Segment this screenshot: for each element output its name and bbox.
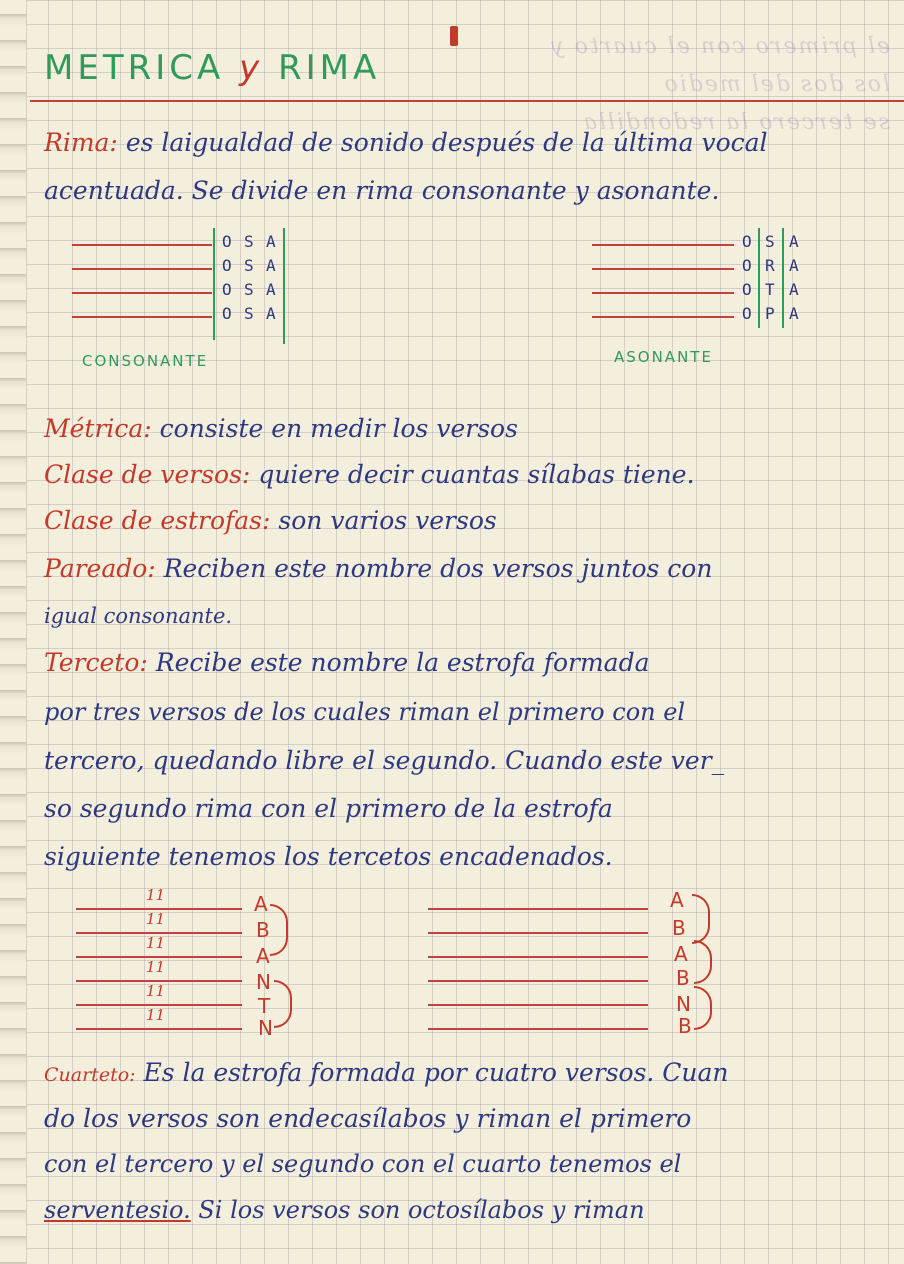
verse-line — [428, 980, 648, 982]
terceto-text-2: por tres versos de los cuales riman el primero con el — [44, 698, 686, 726]
verse-line — [592, 244, 734, 246]
rhyme-letter: T — [258, 994, 271, 1018]
rhyme-bracket — [694, 986, 712, 1030]
pareado-label: Pareado: — [44, 554, 156, 583]
cuarteto-line-2 — [44, 1104, 691, 1133]
verse-line — [428, 956, 648, 958]
syllable-count: 11 — [146, 982, 166, 1000]
title-end: RIMA — [278, 48, 381, 88]
title-main: METRICA — [44, 48, 225, 88]
rhyme-bracket — [692, 894, 710, 944]
verse-line — [592, 316, 734, 318]
cell: O — [742, 256, 752, 275]
verse-line — [72, 244, 212, 246]
cell: O — [222, 280, 232, 299]
verse-line — [592, 268, 734, 270]
terceto-text-3: tercero, quedando libre el segundo. Cuando este ver_ — [44, 746, 725, 775]
bleed-line-1: el primero con el cuarto y los dos del medio — [549, 34, 890, 97]
rhyme-letter: N — [256, 970, 271, 994]
rhyme-letter: N — [258, 1016, 273, 1040]
cuarteto-line-3 — [44, 1150, 681, 1178]
verse-line — [72, 292, 212, 294]
cell: S — [244, 256, 254, 275]
cell: A — [789, 256, 799, 275]
clase-versos-line — [44, 460, 695, 489]
cell: A — [266, 304, 276, 323]
cell: A — [266, 280, 276, 299]
terceto-text-5: siguiente tenemos los tercetos encadenados. — [44, 842, 613, 871]
asonante-label: ASONANTE — [614, 348, 713, 366]
terceto-label: Terceto: — [44, 648, 148, 677]
clase-estrofas-label: Clase de estrofas: — [44, 506, 271, 535]
syllable-count: 11 — [146, 910, 166, 928]
divider — [758, 228, 760, 328]
rhyme-letter: A — [674, 942, 688, 966]
verse-line — [428, 1028, 648, 1030]
rima-line-1 — [44, 128, 768, 157]
cell: A — [789, 304, 799, 323]
cell: S — [765, 232, 775, 251]
rhyme-letter: B — [256, 918, 270, 942]
rhyme-letter: B — [672, 916, 686, 940]
rhyme-bracket — [270, 904, 288, 956]
rhyme-bracket — [274, 980, 292, 1028]
clase-estrofas-line — [44, 506, 497, 535]
consonante-label: CONSONANTE — [82, 352, 209, 370]
rhyme-bracket — [694, 940, 712, 984]
cuarteto-text-4: Si los versos son octosílabos y riman — [198, 1196, 645, 1224]
clase-versos-text: quiere decir cuantas sílabas tiene. — [258, 460, 695, 489]
verse-line — [592, 292, 734, 294]
syllable-count: 11 — [146, 886, 166, 904]
verse-line — [76, 1028, 242, 1030]
clase-versos-label: Clase de versos: — [44, 460, 251, 489]
rima-text-1: es laigualdad de sonido después de la última vocal — [125, 128, 768, 157]
metrica-line — [44, 414, 518, 443]
cell: S — [244, 280, 254, 299]
metrica-label: Métrica: — [44, 414, 152, 443]
cell: O — [222, 232, 232, 251]
cuarteto-line-1 — [44, 1058, 729, 1087]
cell: O — [222, 256, 232, 275]
pareado-line-1 — [44, 554, 712, 583]
rhyme-letter: N — [676, 992, 691, 1016]
bleed-through-text — [530, 28, 890, 142]
rhyme-letter: A — [256, 944, 270, 968]
cuarteto-line-4 — [44, 1196, 645, 1224]
syllable-count: 11 — [146, 1006, 166, 1024]
pareado-line-2 — [44, 604, 232, 628]
cuarteto-text-3: con el tercero y el segundo con el cuarto tenemos el — [44, 1150, 682, 1178]
pareado-text-1: Reciben este nombre dos versos juntos con — [163, 554, 713, 583]
cuarteto-text-1: Es la estrofa formada por cuatro versos. Cuan — [143, 1058, 729, 1087]
rhyme-letter: A — [254, 892, 268, 916]
verse-line — [72, 268, 212, 270]
terceto-line-3 — [44, 746, 724, 775]
rhyme-letter: B — [676, 966, 690, 990]
terceto-line-1 — [44, 648, 649, 677]
cell: A — [266, 256, 276, 275]
rima-text-2: acentuada. Se divide en rima consonante y asonante. — [44, 176, 720, 205]
terceto-text-1: Recibe este nombre la estrofa formada — [155, 648, 650, 677]
terceto-line-5 — [44, 842, 613, 871]
cell: A — [789, 232, 799, 251]
divider — [283, 228, 285, 344]
cell: A — [266, 232, 276, 251]
verse-line — [72, 316, 212, 318]
cell: S — [244, 232, 254, 251]
cell: S — [244, 304, 254, 323]
rhyme-letter: B — [678, 1014, 692, 1038]
terceto-line-2 — [44, 698, 685, 726]
page-title — [44, 48, 380, 88]
rhyme-letter: A — [670, 888, 684, 912]
cell: O — [222, 304, 232, 323]
syllable-count: 11 — [146, 958, 166, 976]
rima-label: Rima: — [44, 128, 118, 157]
cell: O — [742, 304, 752, 323]
clase-estrofas-text: son varios versos — [278, 506, 497, 535]
rima-line-2 — [44, 176, 719, 205]
cell: A — [789, 280, 799, 299]
title-connector: y — [239, 48, 264, 88]
divider — [213, 228, 215, 340]
cell: O — [742, 232, 752, 251]
spiral-edge — [0, 0, 27, 1264]
cell: T — [765, 280, 775, 299]
bleed-line-2: se tercero la redondilla — [581, 110, 890, 135]
verse-line — [428, 1004, 648, 1006]
cell: P — [765, 304, 775, 323]
title-underline — [30, 100, 904, 102]
divider — [782, 228, 784, 328]
syllable-count: 11 — [146, 934, 166, 952]
terceto-text-4: so segundo rima con el primero de la estrofa — [44, 794, 613, 823]
metrica-text: consiste en medir los versos — [159, 414, 518, 443]
terceto-line-4 — [44, 794, 613, 823]
cell: O — [742, 280, 752, 299]
cell: R — [765, 256, 775, 275]
verse-line — [428, 932, 648, 934]
cuarteto-text-2: do los versos son endecasílabos y riman el primero — [44, 1104, 692, 1133]
cuarteto-label: Cuarteto: — [44, 1064, 136, 1086]
serventesio-term: serventesio. — [44, 1196, 191, 1224]
verse-line — [428, 908, 648, 910]
red-mark — [450, 26, 458, 46]
pareado-text-2: igual consonante. — [44, 604, 233, 628]
